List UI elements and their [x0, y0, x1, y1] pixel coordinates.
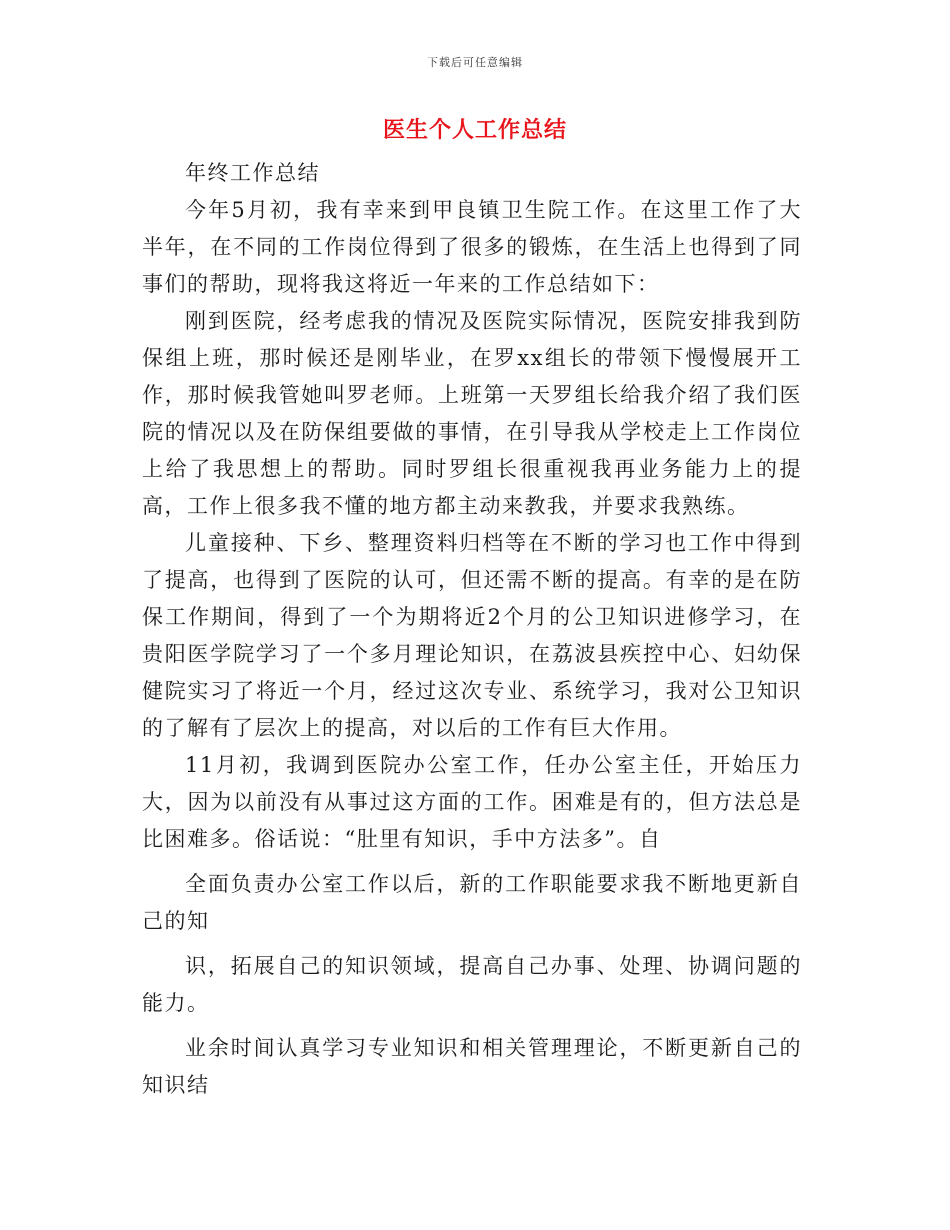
paragraph-intro: 今年5月初，我有幸来到甲良镇卫生院工作。在这里工作了大半年，在不同的工作岗位得到了很多的锻炼，在生活上也得到了同事们的帮助，现将我这将近一年来的工作总结如下： — [142, 198, 802, 296]
paragraph-responsibility: 全面负责办公室工作以后，新的工作职能要求我不断地更新自己的知 — [142, 872, 802, 933]
paragraph-knowledge: 识，拓展自己的知识领域，提高自己办事、处理、协调问题的能力。 — [142, 954, 802, 1015]
paragraph-arrival: 刚到医院，经考虑我的情况及医院实际情况，医院安排我到防保组上班，那时候还是刚毕业，在罗xx组长的带领下慢慢展开工作，那时候我管她叫罗老师。上班第一天罗组长给我介绍了我们医院的情况以及在防保组要做的事情，在引导我从学校走上工作岗位上给了我思想上的帮助。同时罗组长很重视我再业务能力上的提高，工作上很多我不懂的地方都主动来教我，并要求我熟练。 — [142, 309, 802, 518]
document-title: 医生个人工作总结 — [382, 117, 567, 143]
document-body — [142, 155, 802, 1104]
paragraph-training: 儿童接种、下乡、整理资料归档等在不断的学习也工作中得到了提高，也得到了医院的认可，但还需不断的提高。有幸的是在防保工作期间，得到了一个为期将近2个月的公卫知识进修学习，在贵阳医学院学习了一个多月理论知识，在荔波县疾控中心、妇幼保健院实习了将近一个月，经过这次专业、系统学习，我对公卫知识的了解有了层次上的提高，对以后的工作有巨大作用。 — [142, 531, 802, 740]
header-note: 下载后可任意编辑 — [427, 56, 523, 69]
paragraph-office: 11月初，我调到医院办公室工作，任办公室主任，开始压力大，因为以前没有从事过这方面的工作。困难是有的，但方法总是比困难多。俗话说：“肚里有知识，手中方法多”。自 — [142, 753, 802, 851]
paragraph-study: 业余时间认真学习专业知识和相关管理理论，不断更新自己的知识结 — [142, 1036, 802, 1097]
paragraph-subtitle: 年终工作总结 — [185, 161, 320, 185]
